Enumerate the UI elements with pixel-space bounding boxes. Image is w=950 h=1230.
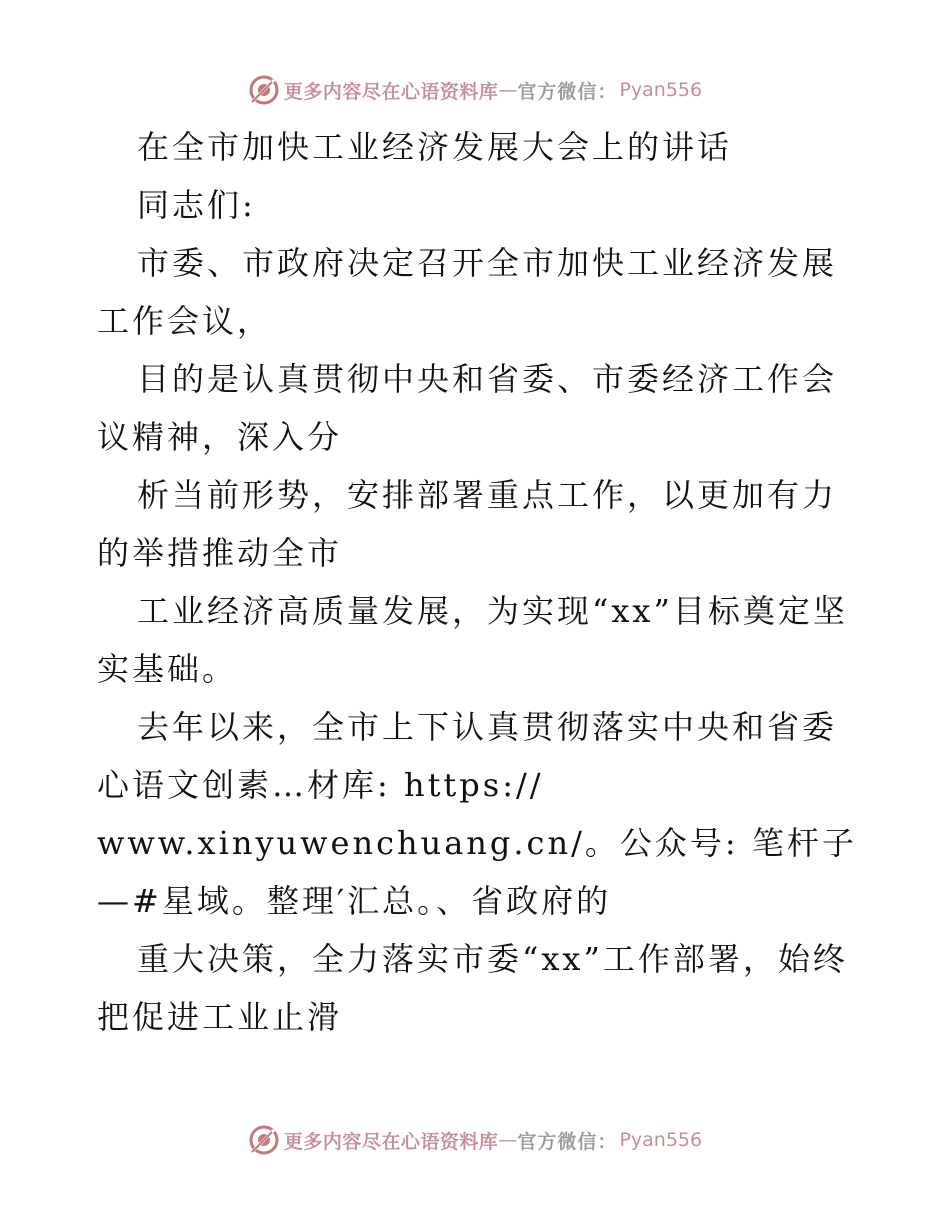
watermark-dash: — — [498, 1129, 518, 1151]
watermark-logo-icon — [248, 1124, 280, 1156]
paragraph-7: 重大决策，全力落实市委“xx”工作部署，始终把促进工业止滑 — [97, 940, 848, 1036]
watermark-main-text: 更多内容尽在心语资料库 — [283, 80, 499, 103]
paragraph-6: www.xinyuwenchuang.cn/。公众号: 笔杆子—#星域。整理′汇总。、省政府的 — [97, 824, 857, 920]
paragraph-5: 去年以来，全市上下认真贯彻落实中央和省委心语文创素…材库: https:// — [97, 708, 838, 804]
footer-watermark — [0, 1120, 950, 1160]
watermark-logo-icon — [248, 74, 280, 106]
header-watermark — [0, 70, 950, 110]
paragraph-1: 市委、市政府决定召开全市加快工业经济发展工作会议， — [97, 244, 838, 340]
paragraph-3: 析当前形势，安排部署重点工作，以更加有力的举措推动全市 — [97, 476, 838, 572]
document-title: 在全市加快工业经济发展大会上的讲话 — [137, 128, 733, 166]
watermark-official-label: 官方微信： — [517, 1130, 618, 1153]
paragraph-2: 目的是认真贯彻中央和省委、市委经济工作会议精神，深入分 — [97, 360, 838, 456]
document-body — [97, 118, 857, 1046]
watermark-dash: — — [498, 79, 518, 101]
watermark-main-text: 更多内容尽在心语资料库 — [283, 1130, 499, 1153]
watermark-account: Pyan556 — [619, 79, 703, 101]
paragraph-4: 工业经济高质量发展，为实现“xx”目标奠定坚实基础。 — [97, 592, 848, 688]
watermark-account: Pyan556 — [619, 1129, 703, 1151]
watermark-official-label: 官方微信： — [517, 80, 618, 103]
salutation: 同志们: — [137, 186, 256, 224]
